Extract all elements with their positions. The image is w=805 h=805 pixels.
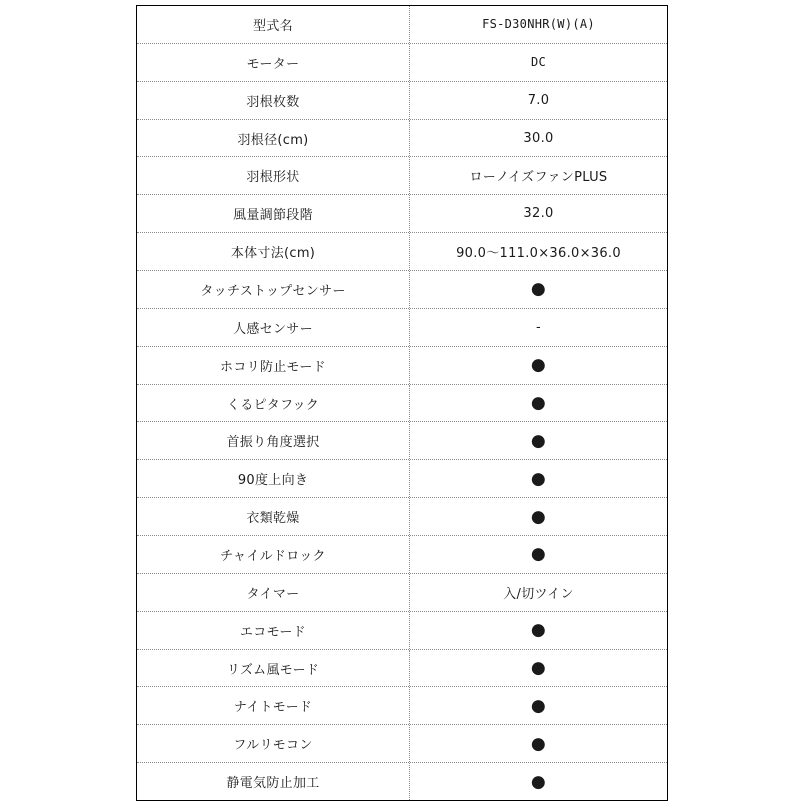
spec-value-dot: ● xyxy=(530,544,547,565)
spec-row-timer xyxy=(137,574,667,612)
spec-value-dot: ● xyxy=(530,620,547,641)
spec-row-clothes-drying xyxy=(137,498,667,536)
spec-value-dot: ● xyxy=(530,695,547,716)
spec-label: 羽根形状 xyxy=(137,157,410,194)
spec-value-dot: ● xyxy=(530,355,547,376)
spec-value-dot: ● xyxy=(530,733,547,754)
spec-row-rhythm-mode xyxy=(137,650,667,688)
spec-label: チャイルドロック xyxy=(137,536,410,573)
spec-label: 羽根枚数 xyxy=(137,82,410,119)
spec-label: リズム風モード xyxy=(137,650,410,687)
spec-row-motor xyxy=(137,44,667,82)
spec-row-model xyxy=(137,6,667,44)
spec-label: フルリモコン xyxy=(137,725,410,762)
spec-row-90-upward xyxy=(137,460,667,498)
spec-value-dot: ● xyxy=(530,658,547,679)
spec-label: ホコリ防止モード xyxy=(137,347,410,384)
spec-row-eco-mode xyxy=(137,612,667,650)
spec-value: 7.0 xyxy=(527,92,550,108)
spec-label: くるピタフック xyxy=(137,385,410,422)
spec-label: エコモード xyxy=(137,612,410,649)
spec-value: FS-D30NHR(W)(A) xyxy=(482,17,595,32)
spec-row-antistatic xyxy=(137,763,667,800)
spec-value: 90.0～111.0×36.0×36.0 xyxy=(456,246,621,262)
spec-label: 羽根径(cm) xyxy=(137,120,410,157)
spec-label: ナイトモード xyxy=(137,687,410,724)
spec-row-airflow-steps xyxy=(137,195,667,233)
spec-value-dot: ● xyxy=(530,468,547,489)
spec-label: 衣類乾燥 xyxy=(137,498,410,535)
spec-row-dimensions xyxy=(137,233,667,271)
spec-value: DC xyxy=(530,55,547,70)
spec-row-touch-stop-sensor xyxy=(137,271,667,309)
spec-label: 人感センサー xyxy=(137,309,410,346)
spec-value: ローノイズファンPLUS xyxy=(469,170,608,186)
spec-row-blade-diameter xyxy=(137,120,667,158)
spec-row-human-sensor xyxy=(137,309,667,347)
spec-row-full-remote xyxy=(137,725,667,763)
spec-row-night-mode xyxy=(137,687,667,725)
spec-value-dot: ● xyxy=(530,279,547,300)
spec-value: 32.0 xyxy=(523,206,554,222)
spec-label: 型式名 xyxy=(137,6,410,43)
spec-value-dot: ● xyxy=(530,393,547,414)
spec-label: 首振り角度選択 xyxy=(137,422,410,459)
spec-row-swing-angle xyxy=(137,422,667,460)
spec-label: 風量調節段階 xyxy=(137,195,410,232)
spec-row-child-lock xyxy=(137,536,667,574)
spec-value-dot: ● xyxy=(530,506,547,527)
spec-table xyxy=(136,5,668,801)
spec-label: 本体寸法(cm) xyxy=(137,233,410,270)
spec-row-blade-shape xyxy=(137,157,667,195)
spec-label: タイマー xyxy=(137,574,410,611)
spec-label: モーター xyxy=(137,44,410,81)
spec-value: 30.0 xyxy=(523,130,554,146)
spec-value-dot: ● xyxy=(530,771,547,792)
spec-row-hook xyxy=(137,385,667,423)
spec-value: 入/切ツイン xyxy=(503,586,574,602)
spec-value: - xyxy=(536,319,541,335)
spec-label: 静電気防止加工 xyxy=(137,763,410,800)
spec-value-dot: ● xyxy=(530,430,547,451)
spec-row-blade-count xyxy=(137,82,667,120)
spec-label: 90度上向き xyxy=(137,460,410,497)
spec-label: タッチストップセンサー xyxy=(137,271,410,308)
spec-row-dust-mode xyxy=(137,347,667,385)
